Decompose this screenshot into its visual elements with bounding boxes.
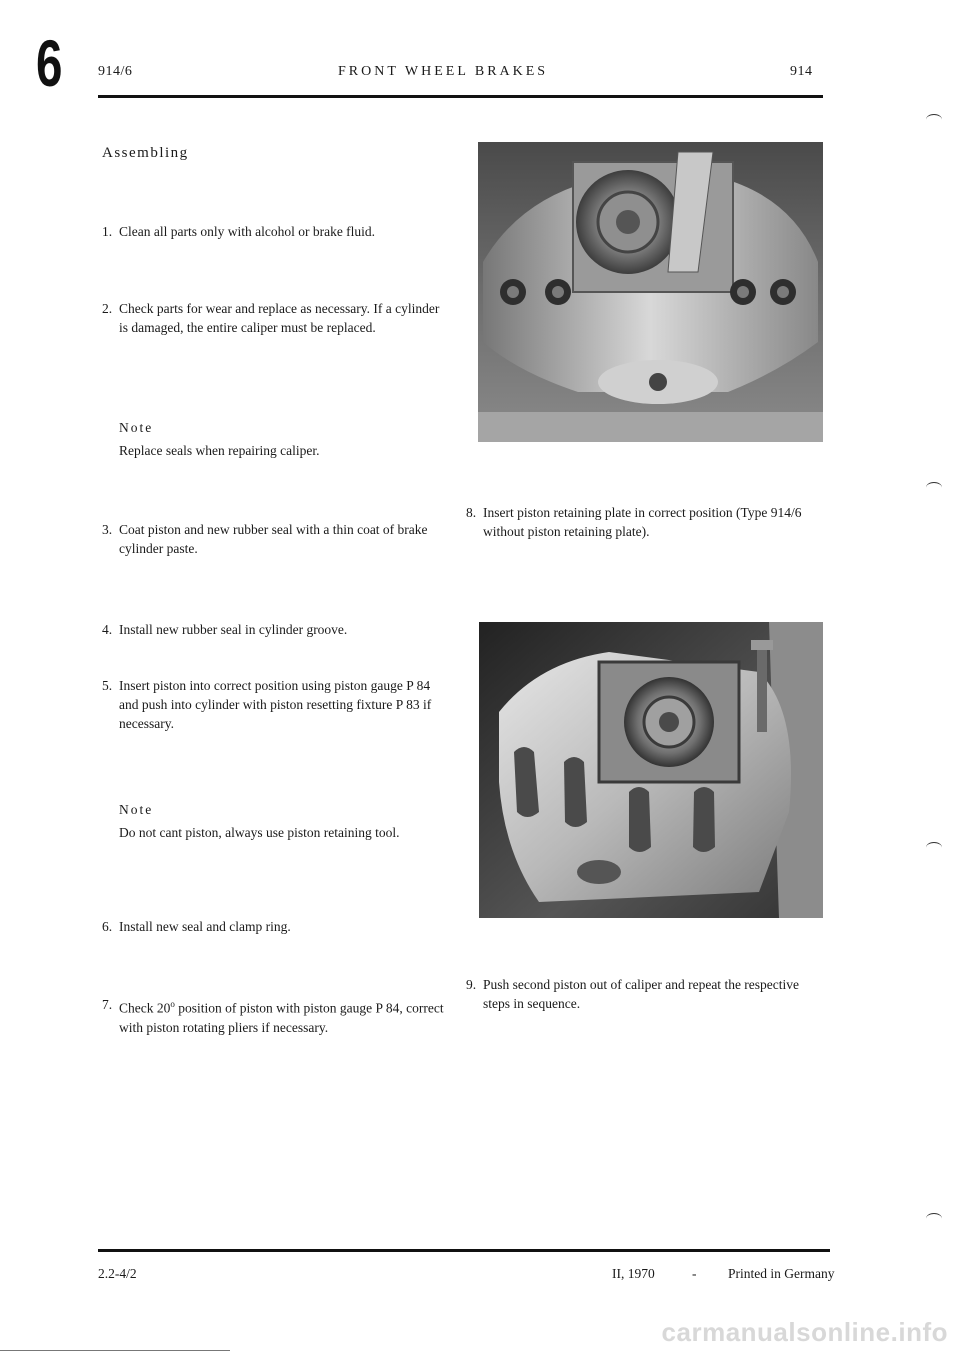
note-text: Replace seals when repairing caliper.: [119, 443, 320, 458]
caliper-photo-2: [479, 622, 823, 918]
step-number: 7.: [102, 997, 113, 1012]
step-8: [466, 503, 826, 541]
step-number: 1.: [102, 224, 113, 239]
margin-mark: [926, 482, 942, 493]
header-rule: [98, 95, 823, 98]
note-label: Note: [119, 802, 154, 817]
section-heading: Assembling: [102, 145, 189, 161]
footer-separator: -: [692, 1266, 697, 1281]
margin-mark: [926, 1213, 942, 1224]
header-model: 914/6: [98, 64, 133, 79]
caliper-photo-1-graphic: [478, 142, 823, 442]
step-text: Push second piston out of caliper and repeat the respective steps in sequence.: [483, 977, 800, 1011]
step-number: 2.: [102, 301, 113, 316]
note-label: Note: [119, 420, 154, 435]
step-4: [102, 620, 452, 639]
step-9: [466, 975, 826, 1013]
step-text: Check parts for wear and replace as necessary. If a cylinder is damaged, the entire caliper must be replaced.: [119, 301, 440, 335]
footer-date: II, 1970: [612, 1266, 655, 1281]
section-number: 6: [36, 26, 63, 100]
step-number: 9.: [466, 977, 477, 992]
caliper-photo-1: [478, 142, 823, 442]
step-text: Coat piston and new rubber seal with a thin coat of brake cylinder paste.: [119, 522, 428, 556]
note-text: Do not cant piston, always use piston retaining tool.: [119, 825, 400, 840]
step-number: 3.: [102, 522, 113, 537]
step-number: 8.: [466, 505, 477, 520]
step-text: Clean all parts only with alcohol or brake fluid.: [119, 224, 376, 239]
degree-superscript: o: [170, 999, 175, 1009]
step-number: 4.: [102, 622, 113, 637]
step-text-part: position of piston with piston gauge P 84, correct with piston rotating pliers if necessary.: [119, 1000, 444, 1035]
step-1: [102, 222, 452, 241]
caliper-photo-2-graphic: [479, 622, 823, 918]
scan-edge-line: [0, 1350, 230, 1351]
footer-page-ref: 2.2-4/2: [98, 1266, 137, 1281]
margin-mark: [926, 114, 942, 125]
step-text: Install new rubber seal in cylinder groove.: [119, 622, 348, 637]
step-text: Insert piston retaining plate in correct position (Type 914/6 without piston retaining plate).: [483, 505, 802, 539]
margin-mark: [926, 842, 942, 853]
step-text: [119, 995, 444, 1037]
footer-printed: Printed in Germany: [728, 1266, 835, 1281]
step-number: 6.: [102, 919, 113, 934]
note-2: [119, 800, 439, 842]
footer-rule: [98, 1249, 830, 1252]
header-title: FRONT WHEEL BRAKES: [338, 64, 549, 79]
step-text-part: Check 20: [119, 1000, 171, 1016]
step-number: 5.: [102, 678, 113, 693]
step-5: [102, 676, 452, 733]
note-1: [119, 418, 419, 460]
step-6: [102, 917, 452, 936]
step-7: [102, 995, 452, 1037]
step-text: Insert piston into correct position using piston gauge P 84 and push into cylinder with piston resetting fixture P 83 if necessary.: [119, 678, 432, 731]
step-2: [102, 299, 452, 337]
header-page-model: 914: [790, 64, 813, 79]
watermark: carmanualsonline.info: [661, 1317, 948, 1347]
step-text: Install new seal and clamp ring.: [119, 919, 291, 934]
step-3: [102, 520, 452, 558]
